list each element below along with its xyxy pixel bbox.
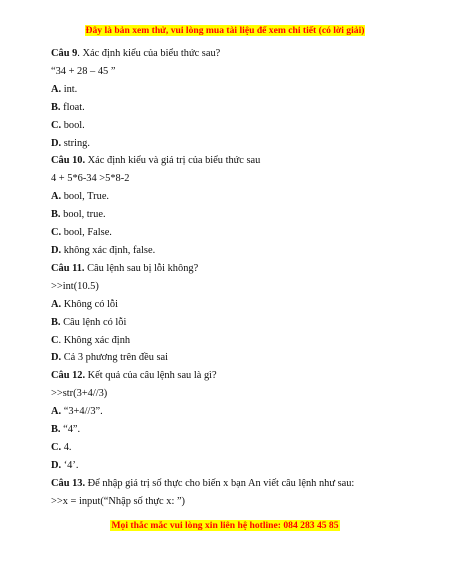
option-letter: C.	[51, 227, 62, 239]
question-9-code: “34 + 28 – 45 ”	[51, 65, 116, 77]
option-letter: A.	[51, 406, 62, 418]
question-12-option-a	[51, 403, 411, 421]
question-13-code: >>x = input(“Nhập số thực x: ”)	[51, 495, 186, 507]
question-10-option-c	[51, 224, 411, 242]
option-letter: C.	[51, 441, 62, 453]
question-11-stem	[51, 260, 411, 278]
question-text: Kết quả của câu lệnh sau là gì?	[85, 370, 217, 382]
option-text: bool, True.	[61, 191, 110, 203]
option-letter: D.	[51, 244, 62, 256]
option-letter: A.	[51, 83, 62, 95]
option-letter: D.	[51, 459, 62, 471]
option-text: “4”.	[60, 424, 81, 436]
question-10-stem	[51, 152, 411, 170]
option-text: Không có lỗi	[61, 298, 118, 310]
option-text: string.	[61, 137, 90, 149]
option-letter: C	[51, 334, 59, 346]
question-text: Xác định kiểu và giá trị của biểu thức sau	[85, 155, 261, 167]
hotline-text: Mọi thắc mắc vui lòng xin liên hệ hotline: 084 283 45 85	[111, 520, 339, 531]
option-letter: D.	[51, 137, 62, 149]
option-text: int.	[61, 83, 78, 95]
question-text: . Xác định kiểu của biểu thức sau?	[77, 48, 221, 59]
question-11-option-c	[51, 332, 411, 350]
question-number: Câu 12.	[51, 370, 86, 382]
option-text: Cả 3 phương trên đều sai	[61, 352, 169, 364]
question-text: Để nhập giá trị số thực cho biến x bạn An viết câu lệnh như sau:	[85, 477, 355, 489]
question-10-option-b	[51, 206, 411, 224]
question-number: Câu 9	[51, 48, 78, 59]
question-9-option-d	[51, 135, 411, 153]
option-text: . Không xác định	[58, 334, 131, 346]
question-12-code: >>str(3+4//3)	[51, 388, 108, 400]
question-9-option-b	[51, 99, 411, 117]
question-9-option-a	[51, 81, 411, 99]
hotline-banner	[0, 520, 450, 532]
question-number: Câu 13.	[51, 477, 86, 489]
question-10-option-a	[51, 188, 411, 206]
question-12-option-c	[51, 439, 411, 457]
question-11-option-d	[51, 349, 411, 367]
option-letter: B.	[51, 101, 61, 113]
option-letter: B.	[51, 316, 61, 328]
option-text: Câu lệnh có lỗi	[60, 316, 127, 328]
question-10-option-d	[51, 242, 411, 260]
option-text: bool, False.	[61, 227, 112, 239]
question-9-stem	[51, 45, 411, 63]
option-letter: B.	[51, 424, 61, 436]
option-text: “3+4//3”.	[61, 406, 103, 418]
option-letter: C.	[51, 119, 62, 131]
option-letter: A.	[51, 191, 62, 203]
option-text: 4.	[61, 441, 72, 453]
option-text: không xác định, false.	[61, 244, 156, 256]
question-number: Câu 10.	[51, 155, 86, 167]
question-12-stem	[51, 367, 411, 385]
question-11-option-b	[51, 314, 411, 332]
question-11-code: >>int(10.5)	[51, 280, 99, 292]
question-9-option-c	[51, 117, 411, 135]
option-letter: D.	[51, 352, 62, 364]
preview-notice-banner	[0, 25, 450, 37]
option-text: ‘4’.	[61, 459, 79, 471]
question-text: Câu lệnh sau bị lỗi không?	[84, 262, 199, 274]
question-11-option-a	[51, 296, 411, 314]
option-letter: B.	[51, 209, 61, 221]
option-letter: A.	[51, 298, 62, 310]
question-10-code: 4 + 5*6-34 >5*8-2	[51, 173, 130, 185]
question-12-option-b	[51, 421, 411, 439]
option-text: bool, true.	[60, 209, 106, 221]
option-text: bool.	[61, 119, 85, 131]
question-12-option-d	[51, 457, 411, 475]
preview-notice-text: Đây là bản xem thử, vui lòng mua tài liệu để xem chi tiết (có lời giải)	[85, 25, 365, 36]
question-13-stem	[51, 475, 411, 493]
option-text: float.	[60, 101, 85, 113]
question-list	[51, 45, 411, 511]
question-number: Câu 11.	[51, 262, 85, 274]
